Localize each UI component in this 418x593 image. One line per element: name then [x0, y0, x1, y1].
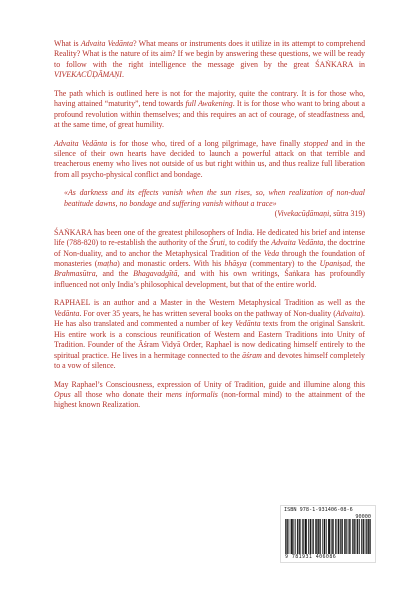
barcode-bar	[335, 519, 336, 554]
barcode-bar	[354, 519, 355, 554]
paragraph-intro: What is Advaita Vedānta? What means or instruments does it utilize in its attempt to comprehend Reality? What is the nature of its aim? If we begin by answering these questions, we will be ready to follow with the right intelligence the message given by the great ŚAṄKARA in VIVEKACŪḌĀMAṆI.	[54, 39, 366, 80]
barcode-bar	[324, 519, 325, 554]
price-code: 90000	[355, 514, 371, 520]
barcode-bar	[332, 519, 333, 554]
paragraph-sankara: ŚAṄKARA has been one of the greatest philosophers of India. He dedicated his brief and intense life (788-820) to re-establish the authority of the Śruti, to codify the Advaita Vedānta, the doctrine of Non-duality, and to anchor the Metaphysical Tradition of the Veda through the foundation of monasteries (maṭha) and monastic orders. With his bhāṣya (commentary) to the Upaniṣad, the Brahmasūtra, and the Bhagavadgītā, and with his own writings, Śaṅkara has profoundly influenced not only India’s philosophical development, but that of the entire world.	[54, 227, 366, 289]
barcode-bar	[350, 519, 351, 554]
barcode-bar	[368, 519, 369, 554]
barcode-bar	[299, 519, 300, 554]
barcode-bar	[310, 519, 311, 554]
barcode-bar	[316, 519, 317, 554]
barcode-bar	[367, 519, 368, 554]
quote-citation: (Vivekacūḍāmaṇi, sūtra 319)	[274, 209, 365, 219]
barcode-bar	[349, 519, 350, 554]
verse-quote	[64, 188, 365, 219]
barcode-bar	[370, 519, 371, 554]
barcode-bar	[357, 519, 358, 554]
barcode-bar	[300, 519, 301, 554]
barcode-bar	[315, 519, 316, 554]
barcode-bar	[336, 519, 337, 554]
barcode-bar	[329, 519, 330, 554]
barcode-bars	[285, 519, 371, 554]
barcode-bar	[302, 519, 303, 554]
barcode-bar	[287, 519, 288, 554]
barcode-bar	[292, 519, 293, 554]
barcode-bar	[355, 519, 356, 554]
barcode-bar	[345, 519, 346, 554]
barcode-bar	[331, 519, 332, 554]
barcode-bar	[295, 519, 296, 554]
barcode-digits: 9 781931 406086	[285, 554, 337, 560]
barcode-bar	[297, 519, 298, 554]
barcode-bar	[342, 519, 343, 554]
barcode-bar	[291, 519, 292, 554]
barcode-bar	[369, 519, 370, 554]
barcode-bar	[305, 519, 306, 554]
isbn-barcode	[280, 505, 376, 563]
barcode-bar	[306, 519, 307, 554]
barcode-bar	[329, 519, 330, 554]
barcode-bar	[363, 519, 364, 554]
barcode-bar	[303, 519, 304, 554]
barcode-bar	[286, 519, 287, 554]
barcode-bar	[289, 519, 290, 554]
barcode-bar	[340, 519, 341, 554]
barcode-bar	[322, 519, 323, 554]
barcode-bar	[361, 519, 362, 554]
barcode-bar	[318, 519, 319, 554]
barcode-bar	[366, 519, 367, 554]
barcode-bar	[312, 519, 313, 554]
barcode-bar	[328, 519, 329, 554]
barcode-bar	[359, 519, 360, 554]
barcode-bar	[352, 519, 353, 554]
barcode-bar	[339, 519, 340, 554]
barcode-bar	[363, 519, 364, 554]
quote-text: «As darkness and its effects vanish when the sun rises, so, when realization of non-dual beatitude dawns, no bondage and suffering vanish without a trace»	[64, 188, 365, 208]
barcode-bar	[317, 519, 318, 554]
paragraph-raphael: RAPHAEL is an author and a Master in the Western Metaphysical Tradition as well as the Vedānta. For over 35 years, he has written several books on the pathway of Non-duality (Advaita). He has also translated and commented a number of key Vedānta texts from the original Sanskrit. His entire work is a conscious reunification of Western and Eastern Traditions into Unity of Tradition. Founder of the Āśram Vidyā Order, Raphael is now dedicating himself entirely to the spiritual practice. He lives in a hermitage connected to the āśram and devotes himself completely to a vow of silence.	[54, 298, 365, 370]
barcode-bar	[291, 519, 292, 554]
paragraph-dedication: May Raphael’s Consciousness, expression of Unity of Tradition, guide and illumine along this Opus all those who donate their mens informalis (non-formal mind) to the attainment of the highest known Realization.	[54, 379, 365, 410]
barcode-bar	[293, 519, 294, 554]
barcode-bar	[341, 519, 342, 554]
barcode-bar	[338, 519, 339, 554]
barcode-bar	[285, 519, 286, 554]
paragraph-advaita: Advaita Vedānta is for those who, tired of a long pilgrimage, have finally stopped and in the silence of their own hearts have decided to launch a powerful attack on that terrible and treacherous enemy who lives not outside of us but right within us, and thus realize full liberation from all psycho-physical conflict and bondage.	[54, 138, 365, 179]
back-cover-text	[54, 39, 365, 419]
barcode-bar	[305, 519, 306, 554]
barcode-bar	[326, 519, 327, 554]
barcode-bar	[344, 519, 345, 554]
barcode-bar	[358, 519, 359, 554]
barcode-bar	[346, 519, 347, 554]
barcode-bar	[324, 519, 325, 554]
barcode-bar	[310, 519, 311, 554]
barcode-bar	[320, 519, 321, 554]
barcode-bar	[353, 519, 354, 554]
isbn-label: ISBN 978-1-931406-08-6	[284, 507, 353, 513]
barcode-bar	[313, 519, 314, 554]
barcode-bar	[333, 519, 334, 554]
barcode-bar	[308, 519, 309, 554]
paragraph-path: The path which is outlined here is not for the majority, quite the contrary. It is for those who, having attained “maturity”, tend towards full Awakening. It is for those who want to bring about a profound revolution within themselves; and this requires an act of courage, of steadfastness and, at the same time, of great humility.	[54, 88, 365, 130]
barcode-bar	[365, 519, 366, 554]
barcode-bar	[298, 519, 299, 554]
barcode-bar	[319, 519, 320, 554]
barcode-bar	[348, 519, 349, 554]
